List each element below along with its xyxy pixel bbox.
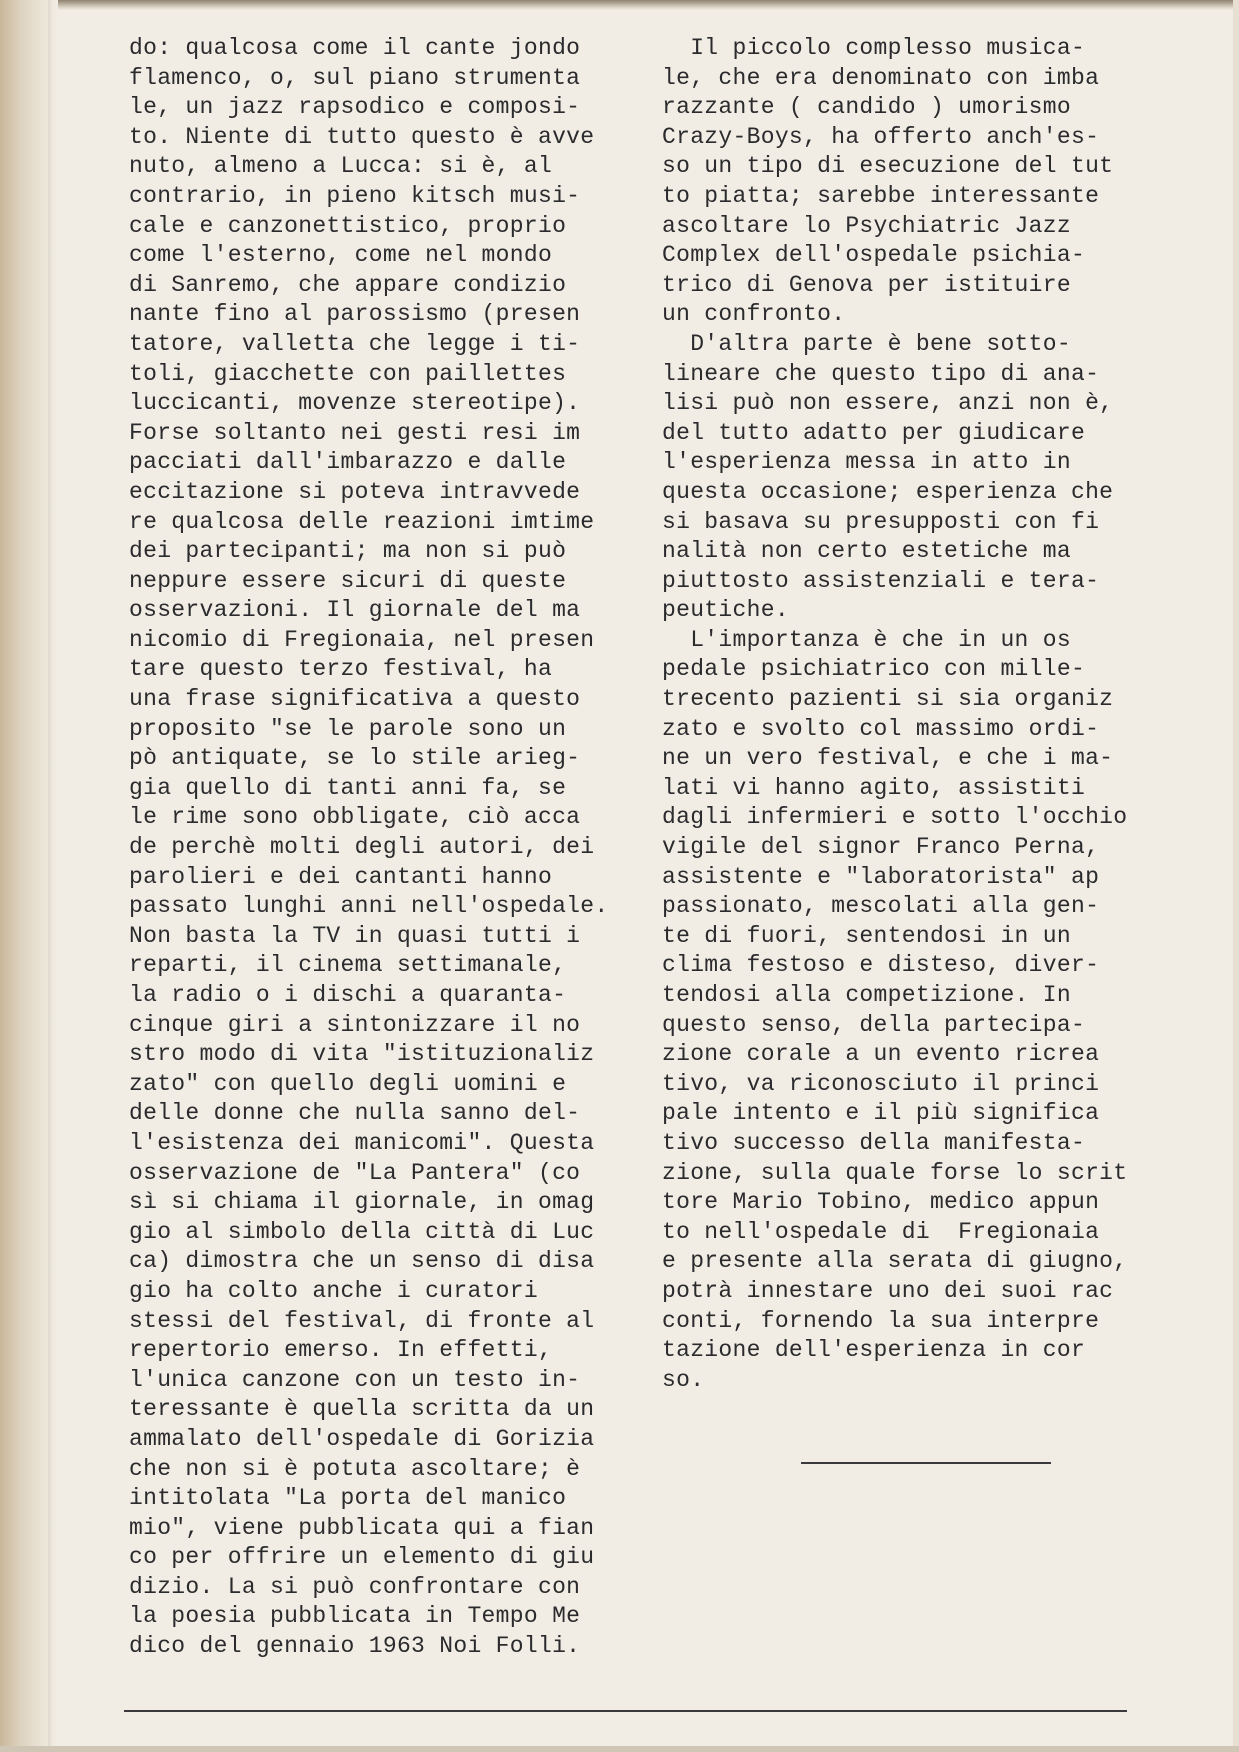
text-line: stessi del festival, di fronte al bbox=[129, 1307, 595, 1334]
text-line: repertorio emerso. In effetti, bbox=[129, 1337, 553, 1364]
text-line: una frase significativa a questo bbox=[129, 686, 581, 713]
text-line: di Sanremo, che appare condizio bbox=[129, 271, 567, 298]
text-line: conti, fornendo la sua interpre bbox=[662, 1307, 1100, 1334]
text-line: osservazione de "La Pantera" (co bbox=[129, 1159, 581, 1186]
text-line: tivo successo della manifesta- bbox=[662, 1129, 1086, 1156]
text-line: de perchè molti degli autori, dei bbox=[129, 834, 595, 861]
page-right-edge bbox=[1233, 0, 1239, 1752]
text-line: re qualcosa delle reazioni imtime bbox=[129, 508, 595, 535]
text-line: zione, sulla quale forse lo scrit bbox=[662, 1159, 1128, 1186]
text-line: zato e svolto col massimo ordi- bbox=[662, 715, 1100, 742]
text-line: questo senso, della partecipa- bbox=[662, 1011, 1086, 1038]
page-bottom-rule bbox=[124, 1710, 1127, 1712]
text-line: ne un vero festival, e che i ma- bbox=[662, 745, 1114, 772]
text-line: nicomio di Fregionaia, nel presen bbox=[129, 626, 595, 653]
text-line: parolieri e dei cantanti hanno bbox=[129, 863, 553, 890]
text-line: ca) dimostra che un senso di disa bbox=[129, 1248, 595, 1275]
text-line: trico di Genova per istituire bbox=[662, 271, 1071, 298]
text-line: la radio o i dischi a quaranta- bbox=[129, 982, 567, 1008]
text-line: passionato, mescolati alla gen- bbox=[662, 893, 1100, 920]
text-line: tore Mario Tobino, medico appun bbox=[662, 1189, 1100, 1216]
text-line: pò antiquate, se lo stile arieg- bbox=[129, 745, 581, 772]
text-line: trecento pazienti si sia organiz bbox=[662, 686, 1114, 713]
text-line: la poesia pubblicata in Tempo Me bbox=[129, 1603, 581, 1630]
text-line: lisi può non essere, anzi non è, bbox=[662, 390, 1114, 417]
text-line: to piatta; sarebbe interessante bbox=[662, 182, 1100, 209]
right-text-column bbox=[662, 34, 1182, 1395]
page-top-edge bbox=[0, 0, 1239, 10]
text-line: assistente e "laboratorista" ap bbox=[662, 863, 1100, 890]
text-line: neppure essere sicuri di queste bbox=[129, 567, 567, 594]
text-line: le, che era denominato con imba bbox=[662, 64, 1100, 91]
text-line: l'esperienza messa in atto in bbox=[662, 449, 1071, 476]
text-line: ammalato dell'ospedale di Gorizia bbox=[129, 1425, 595, 1452]
text-line: si basava su presupposti con fi bbox=[662, 508, 1100, 535]
text-line: le, un jazz rapsodico e composi- bbox=[129, 94, 581, 121]
text-line: dico del gennaio 1963 Noi Folli. bbox=[129, 1633, 581, 1660]
text-line: osservazioni. Il giornale del ma bbox=[129, 597, 581, 624]
text-line: del tutto adatto per giudicare bbox=[662, 419, 1086, 446]
text-line: L'importanza è che in un os bbox=[662, 626, 1071, 653]
text-line: te di fuori, sentendosi in un bbox=[662, 922, 1071, 949]
text-line: to. Niente di tutto questo è avve bbox=[129, 123, 595, 150]
text-line: so un tipo di esecuzione del tut bbox=[662, 153, 1114, 180]
text-line: toli, giacchette con paillettes bbox=[129, 360, 567, 387]
text-line: gia quello di tanti anni fa, se bbox=[129, 774, 567, 801]
text-line: Forse soltanto nei gesti resi im bbox=[129, 419, 581, 446]
left-text-column bbox=[129, 34, 649, 1662]
text-line: Non basta la TV in quasi tutti i bbox=[129, 922, 581, 949]
text-line: zato" con quello degli uomini e bbox=[129, 1070, 567, 1097]
text-line: Crazy-Boys, ha offerto anch'es- bbox=[662, 123, 1100, 150]
text-line: gio al simbolo della città di Luc bbox=[129, 1218, 595, 1245]
text-line: tare questo terzo festival, ha bbox=[129, 656, 553, 683]
text-line: luccicanti, movenze stereotipe). bbox=[129, 390, 581, 417]
text-line: passato lunghi anni nell'ospedale. bbox=[129, 893, 609, 920]
text-line: e presente alla serata di giugno, bbox=[662, 1248, 1128, 1275]
text-line: Complex dell'ospedale psichia- bbox=[662, 242, 1086, 269]
text-line: un confronto. bbox=[662, 301, 846, 328]
text-line: tivo, va riconosciuto il princi bbox=[662, 1070, 1100, 1097]
text-line: to nell'ospedale di Fregionaia bbox=[662, 1218, 1100, 1245]
text-line: sì si chiama il giornale, in omag bbox=[129, 1189, 595, 1216]
text-line: nalità non certo estetiche ma bbox=[662, 538, 1071, 565]
text-line: zione corale a un evento ricrea bbox=[662, 1041, 1100, 1068]
text-line: so. bbox=[662, 1366, 705, 1393]
text-line: clima festoso e disteso, diver- bbox=[662, 952, 1100, 979]
text-line: l'esistenza dei manicomi". Questa bbox=[129, 1129, 595, 1156]
text-line: cale e canzonettistico, proprio bbox=[129, 212, 567, 239]
text-line: delle donne che nulla sanno del- bbox=[129, 1100, 581, 1127]
text-line: razzante ( candido ) umorismo bbox=[662, 94, 1071, 121]
text-line: cinque giri a sintonizzare il no bbox=[129, 1011, 581, 1038]
text-line: lineare che questo tipo di ana- bbox=[662, 360, 1100, 387]
text-line: questa occasione; esperienza che bbox=[662, 478, 1114, 505]
text-line: pedale psichiatrico con mille- bbox=[662, 656, 1086, 683]
text-line: gio ha colto anche i curatori bbox=[129, 1277, 538, 1304]
text-line: eccitazione si poteva intravvede bbox=[129, 478, 581, 505]
text-line: intitolata "La porta del manico bbox=[129, 1485, 567, 1512]
text-line: D'altra parte è bene sotto- bbox=[662, 330, 1071, 357]
text-line: tazione dell'esperienza in cor bbox=[662, 1337, 1086, 1364]
text-line: che non si è potuta ascoltare; è bbox=[129, 1455, 581, 1482]
text-line: Il piccolo complesso musica- bbox=[662, 35, 1086, 61]
text-line: vigile del signor Franco Perna, bbox=[662, 834, 1100, 861]
text-line: pale intento e il più significa bbox=[662, 1100, 1100, 1127]
text-line: le rime sono obbligate, ciò acca bbox=[129, 804, 581, 831]
text-line: ascoltare lo Psychiatric Jazz bbox=[662, 212, 1071, 239]
text-line: l'unica canzone con un testo in- bbox=[129, 1366, 581, 1393]
text-line: nuto, almeno a Lucca: si è, al bbox=[129, 153, 553, 180]
text-line: contrario, in pieno kitsch musi- bbox=[129, 182, 581, 209]
text-line: dei partecipanti; ma non si può bbox=[129, 538, 567, 565]
page-fold bbox=[48, 0, 53, 1752]
text-line: tendosi alla competizione. In bbox=[662, 982, 1071, 1008]
text-line: nante fino al parossismo (presen bbox=[129, 301, 581, 328]
text-line: stro modo di vita "istituzionaliz bbox=[129, 1041, 595, 1068]
text-line: pacciati dall'imbarazzo e dalle bbox=[129, 449, 567, 476]
text-line: potrà innestare uno dei suoi rac bbox=[662, 1277, 1114, 1304]
text-line: teressante è quella scritta da un bbox=[129, 1396, 595, 1423]
text-line: reparti, il cinema settimanale, bbox=[129, 952, 567, 979]
text-line: dizio. La si può confrontare con bbox=[129, 1573, 581, 1600]
text-line: do: qualcosa come il cante jondo bbox=[129, 35, 581, 61]
text-line: piuttosto assistenziali e tera- bbox=[662, 567, 1100, 594]
text-line: co per offrire un elemento di giu bbox=[129, 1544, 595, 1571]
text-line: tatore, valletta che legge i ti- bbox=[129, 330, 581, 357]
text-line: dagli infermieri e sotto l'occhio bbox=[662, 804, 1128, 831]
text-line: peutiche. bbox=[662, 597, 789, 624]
text-line: mio", viene pubblicata qui a fian bbox=[129, 1514, 595, 1541]
page-bottom-edge bbox=[0, 1746, 1239, 1752]
text-line: proposito "se le parole sono un bbox=[129, 715, 567, 742]
text-line: come l'esterno, come nel mondo bbox=[129, 242, 553, 269]
text-line: flamenco, o, sul piano strumenta bbox=[129, 64, 581, 91]
section-separator-rule bbox=[801, 1462, 1051, 1464]
text-line: lati vi hanno agito, assistiti bbox=[662, 774, 1086, 801]
